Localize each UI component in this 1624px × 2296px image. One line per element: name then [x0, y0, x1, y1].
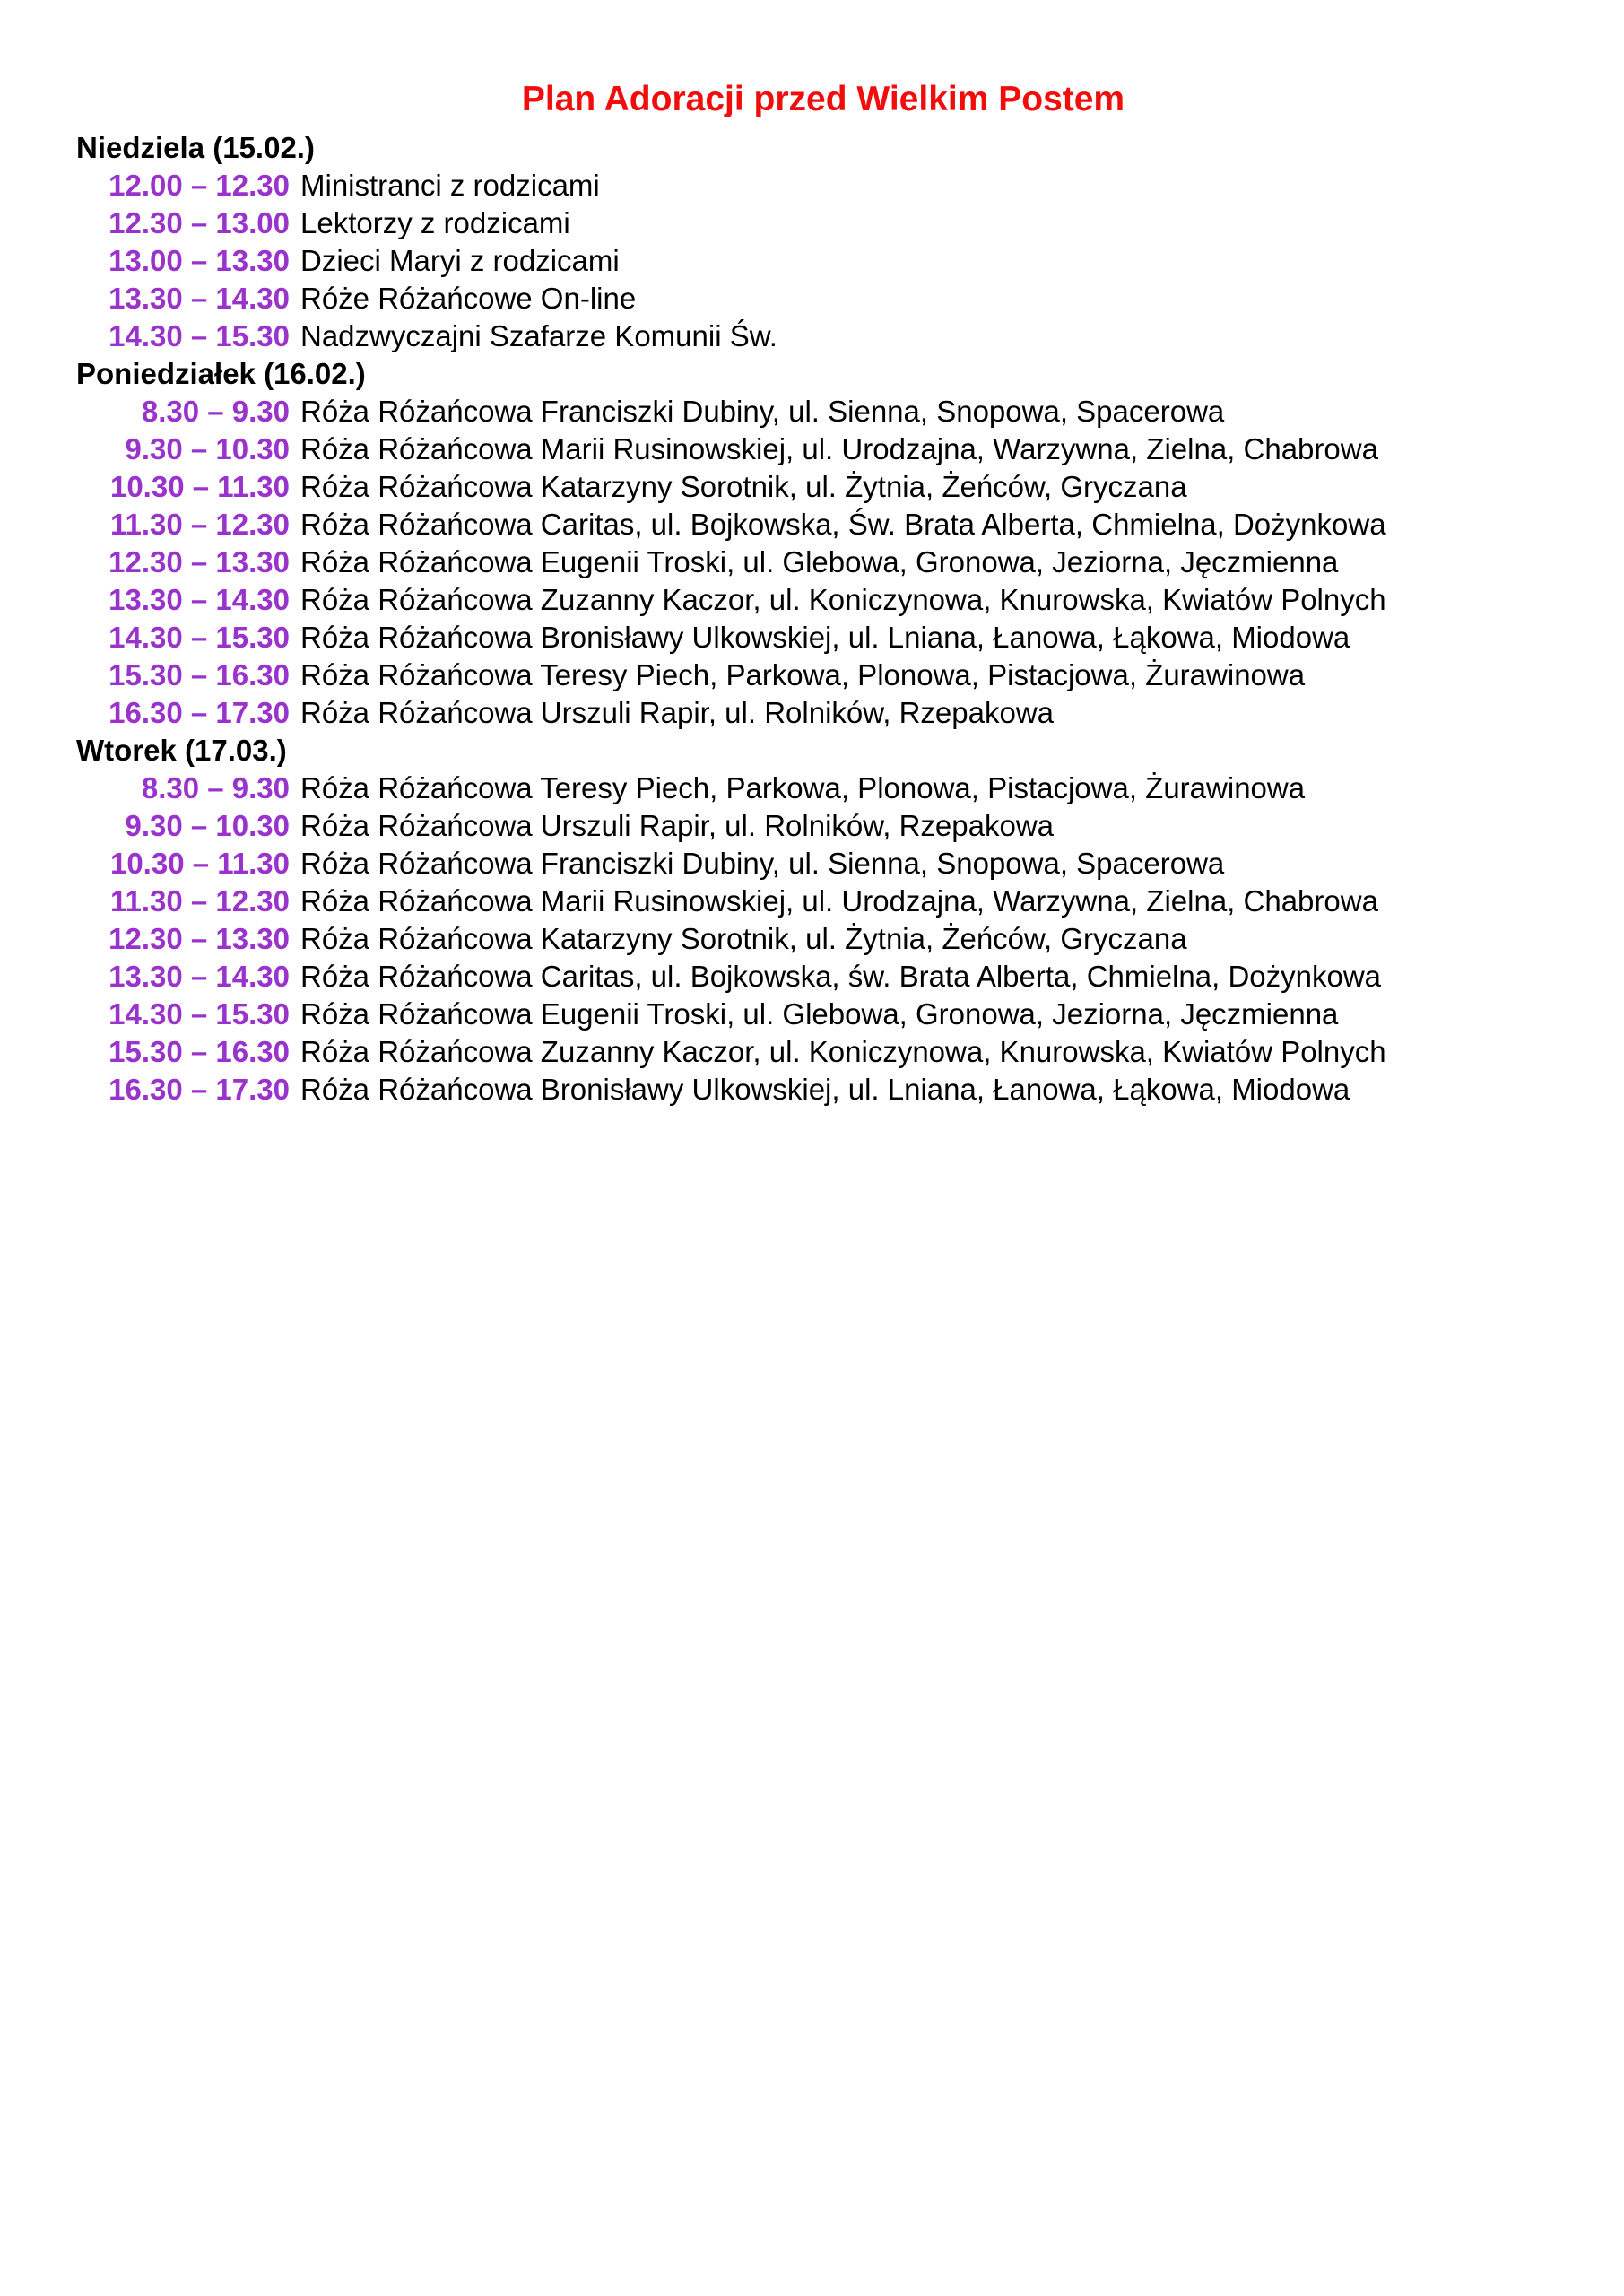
entry-description: Róża Różańcowa Marii Rusinowskiej, ul. Urodzajna, Warzywna, Zielna, Chabrowa	[300, 432, 1378, 465]
entry-description: Róża Różańcowa Teresy Piech, Parkowa, Plonowa, Pistacjowa, Żurawinowa	[300, 771, 1306, 804]
schedule-entry	[76, 807, 1570, 845]
schedule-entry	[76, 393, 1570, 430]
entry-description: Róża Różańcowa Eugenii Troski, ul. Glebowa, Gronowa, Jeziorna, Jęczmienna	[300, 545, 1339, 578]
entry-time-range: 12.00 – 12.30	[109, 169, 290, 202]
schedule-entry	[76, 242, 1570, 280]
day-header: Niedziela (15.02.)	[76, 131, 315, 164]
adoration-schedule	[76, 129, 1570, 1109]
entry-description: Róża Różańcowa Franciszki Dubiny, ul. Sienna, Snopowa, Spacerowa	[300, 847, 1225, 880]
entry-time-range: 16.30 – 17.30	[109, 696, 290, 729]
schedule-entry	[76, 845, 1570, 883]
entry-description: Róża Różańcowa Caritas, ul. Bojkowska, św. Brata Alberta, Chmielna, Dożynkowa	[300, 960, 1382, 993]
entry-description: Róża Różańcowa Urszuli Rapir, ul. Rolników, Rzepakowa	[300, 809, 1055, 842]
entry-description: Róża Różańcowa Bronisławy Ulkowskiej, ul. Lniana, Łanowa, Łąkowa, Miodowa	[300, 1073, 1350, 1106]
schedule-entry	[76, 958, 1570, 996]
entry-description: Róża Różańcowa Teresy Piech, Parkowa, Plonowa, Pistacjowa, Żurawinowa	[300, 658, 1306, 691]
schedule-entry	[76, 619, 1570, 657]
schedule-entry	[76, 430, 1570, 468]
entry-description: Lektorzy z rodzicami	[300, 206, 570, 239]
entry-time-range: 11.30 – 12.30	[109, 884, 290, 918]
entry-time-range: 12.30 – 13.00	[109, 206, 290, 239]
entry-description: Róża Różańcowa Katarzyny Sorotnik, ul. Żytnia, Żeńców, Gryczana	[300, 922, 1187, 955]
entry-time-range: 14.30 – 15.30	[109, 319, 290, 352]
day-header: Poniedziałek (16.02.)	[76, 357, 366, 390]
entry-description: Róża Różańcowa Katarzyny Sorotnik, ul. Żytnia, Żeńców, Gryczana	[300, 470, 1187, 503]
schedule-entry	[76, 280, 1570, 317]
schedule-entry	[76, 920, 1570, 958]
entry-description: Dzieci Maryi z rodzicami	[300, 244, 620, 277]
schedule-entry	[76, 1033, 1570, 1071]
schedule-entry	[76, 167, 1570, 204]
entry-time-range: 16.30 – 17.30	[109, 1073, 290, 1106]
entry-description: Róża Różańcowa Franciszki Dubiny, ul. Sienna, Snopowa, Spacerowa	[300, 395, 1225, 428]
schedule-entry	[76, 581, 1570, 619]
schedule-entry	[76, 506, 1570, 544]
entry-time-range: 15.30 – 16.30	[109, 1035, 290, 1068]
entry-time-range: 11.30 – 12.30	[109, 508, 290, 541]
schedule-entry	[76, 317, 1570, 355]
entry-time-range: 9.30 – 10.30	[125, 809, 290, 842]
schedule-entry	[76, 883, 1570, 920]
entry-time-range: 9.30 – 10.30	[125, 432, 290, 465]
entry-time-range: 13.30 – 14.30	[109, 282, 290, 315]
schedule-entry	[76, 694, 1570, 732]
entry-time-range: 12.30 – 13.30	[109, 545, 290, 578]
entry-time-range: 15.30 – 16.30	[109, 658, 290, 691]
entry-time-range: 8.30 – 9.30	[141, 771, 290, 804]
schedule-entry	[76, 1071, 1570, 1109]
schedule-entry	[76, 544, 1570, 581]
document-title: Plan Adoracji przed Wielkim Postem	[521, 80, 1125, 118]
entry-time-range: 14.30 – 15.30	[109, 621, 290, 654]
entry-description: Róża Różańcowa Marii Rusinowskiej, ul. Urodzajna, Warzywna, Zielna, Chabrowa	[300, 884, 1378, 918]
entry-description: Róża Różańcowa Urszuli Rapir, ul. Rolników, Rzepakowa	[300, 696, 1055, 729]
schedule-entry	[76, 657, 1570, 694]
schedule-entry	[76, 204, 1570, 242]
schedule-entry	[76, 770, 1570, 807]
schedule-entry	[76, 468, 1570, 506]
entry-time-range: 8.30 – 9.30	[141, 395, 290, 428]
entry-description: Ministranci z rodzicami	[300, 169, 600, 202]
entry-description: Róża Różańcowa Caritas, ul. Bojkowska, Św. Brata Alberta, Chmielna, Dożynkowa	[300, 508, 1386, 541]
entry-description: Nadzwyczajni Szafarze Komunii Św.	[300, 319, 777, 352]
entry-time-range: 14.30 – 15.30	[109, 997, 290, 1031]
entry-description: Róża Różańcowa Bronisławy Ulkowskiej, ul. Lniana, Łanowa, Łąkowa, Miodowa	[300, 621, 1350, 654]
entry-description: Róża Różańcowa Eugenii Troski, ul. Glebowa, Gronowa, Jeziorna, Jęczmienna	[300, 997, 1339, 1031]
entry-description: Róża Różańcowa Zuzanny Kaczor, ul. Koniczynowa, Knurowska, Kwiatów Polnych	[300, 1035, 1386, 1068]
entry-description: Róże Różańcowe On-line	[300, 282, 637, 315]
entry-description: Róża Różańcowa Zuzanny Kaczor, ul. Koniczynowa, Knurowska, Kwiatów Polnych	[300, 583, 1386, 616]
entry-time-range: 13.30 – 14.30	[109, 583, 290, 616]
entry-time-range: 13.30 – 14.30	[109, 960, 290, 993]
entry-time-range: 10.30 – 11.30	[109, 847, 290, 880]
schedule-entry	[76, 996, 1570, 1033]
day-header: Wtorek (17.03.)	[76, 734, 287, 767]
entry-time-range: 12.30 – 13.30	[109, 922, 290, 955]
entry-time-range: 10.30 – 11.30	[109, 470, 290, 503]
entry-time-range: 13.00 – 13.30	[109, 244, 290, 277]
